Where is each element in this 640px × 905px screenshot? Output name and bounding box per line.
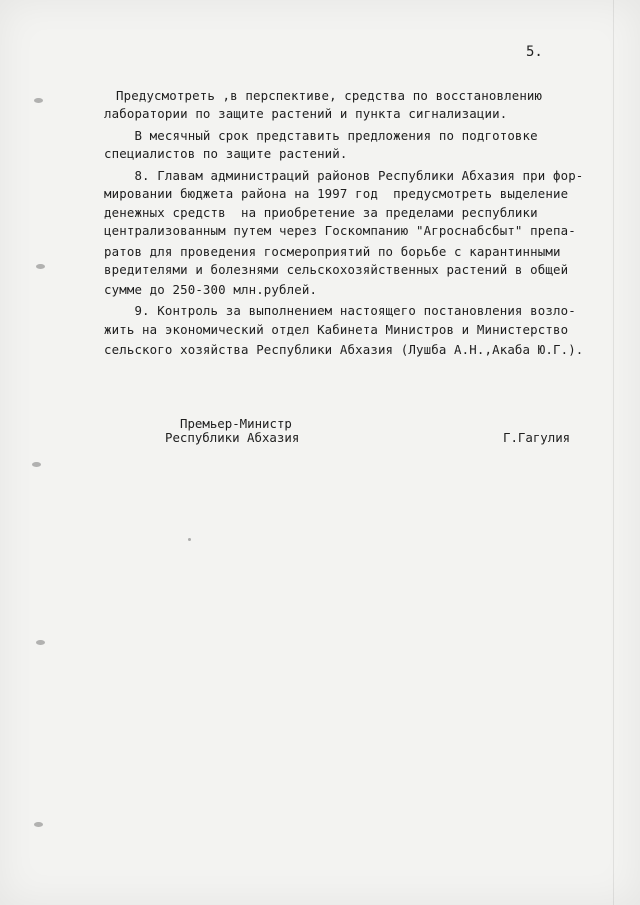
body-line: мировании бюджета района на 1997 год предусмотреть выделение	[104, 186, 569, 201]
punch-hole-mark	[32, 462, 41, 467]
punch-hole-mark	[36, 264, 45, 269]
punch-hole-mark	[34, 822, 43, 827]
signatory-title: Республики Абхазия	[165, 430, 300, 445]
body-line: жить на экономический отдел Кабинета Министров и Министерство	[104, 322, 569, 337]
body-line: денежных средств на приобретение за пределами республики	[104, 205, 538, 220]
body-line: 9. Контроль за выполнением настоящего постановления возло-	[104, 303, 576, 318]
signatory-name: Г.Гагулия	[503, 430, 571, 445]
body-line: Предусмотреть ,в перспективе, средства по восстановлению	[116, 88, 543, 103]
body-line: лаборатории по защите растений и пункта сигнализации.	[104, 106, 508, 121]
signatory-title: Премьер-Министр	[180, 416, 292, 431]
scan-speck	[188, 538, 191, 541]
body-line: сельского хозяйства Республики Абхазия (Лушба А.Н.,Акаба Ю.Г.).	[104, 342, 584, 357]
body-line: В месячный срок представить предложения по подготовке	[104, 128, 538, 143]
punch-hole-mark	[36, 640, 45, 645]
body-line: вредителями и болезнями сельскохозяйственных растений в общей	[104, 262, 569, 277]
punch-hole-mark	[34, 98, 43, 103]
body-line: специалистов по защите растений.	[104, 146, 348, 161]
body-line: сумме до 250-300 млн.рублей.	[104, 282, 318, 297]
body-line: 8. Главам администраций районов Республики Абхазия при фор-	[104, 168, 584, 183]
body-line: централизованным путем через Госкомпанию "Агроснабсбыт" препа-	[104, 223, 576, 238]
body-line: ратов для проведения госмероприятий по борьбе с карантинными	[104, 244, 561, 259]
page-number: 5.	[526, 44, 543, 60]
